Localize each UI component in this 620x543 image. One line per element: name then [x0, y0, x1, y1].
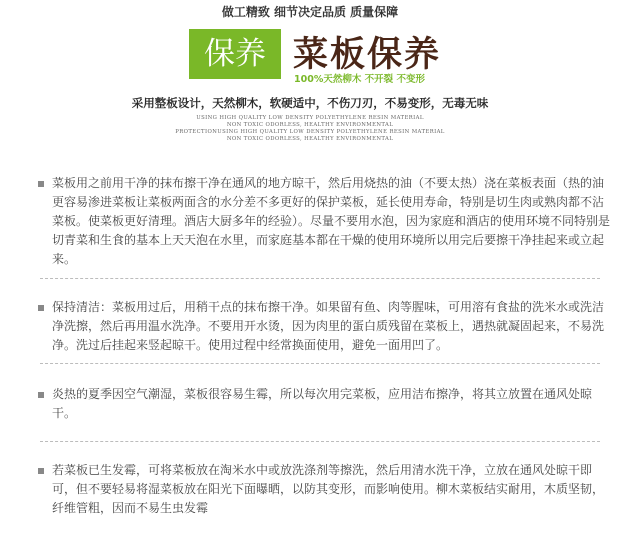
care-paragraph: 若菜板已生发霉，可将菜板放在淘米水中或放洗涤剂等擦洗，然后用清水洗干净，立放在通风处晾干即可，但不要轻易将湿菜板放在阳光下面曝晒，以防其变形，而影响使用。柳木菜板结实耐用，木质坚韧，纤维管粗，因而不易生虫发霉 [52, 463, 605, 515]
fine-print-line: USING HIGH QUALITY LOW DENSITY POLYETHYLENE RESIN MATERIAL [196, 115, 424, 121]
divider [40, 363, 600, 364]
care-badge: 保养 [189, 29, 281, 79]
divider [40, 441, 600, 442]
fine-print-line: PROTECTIONUSING HIGH QUALITY LOW DENSITY POLYETHYLENE RESIN MATERIAL [175, 129, 445, 135]
divider [40, 278, 600, 279]
bullet-square-icon [38, 392, 44, 398]
header-banner [0, 0, 620, 150]
fine-print-line: NON TOXIC ODORLESS, HEALTHY ENVIRONMENTAL [226, 122, 394, 128]
fine-print-line: NON TOXIC ODORLESS, HEALTHY ENVIRONMENTAL [226, 136, 394, 142]
care-paragraph: 保持清洁：菜板用过后，用稍干点的抹布擦干净。如果留有鱼、肉等腥味，可用溶有食盐的洗米水或洗洁净洗擦，然后再用温水洗净。不要用开水烫，因为肉里的蛋白质残留在菜板上，遇热就凝固起来，不易洗净。洗过后挂起来竖起晾干。使用过程中经常换面使用，避免一面用凹了。 [52, 300, 605, 352]
tagline: 做工精致 细节决定品质 质量保障 [221, 5, 399, 19]
feature-line: 采用整板设计，天然柳木，软硬适中，不伤刀刃，不易变形，无毒无味 [131, 96, 489, 110]
bullet-square-icon [38, 468, 44, 474]
subtitle: 100%天然柳木 不开裂 不变形 [294, 74, 425, 85]
page-title: 菜板保养 [293, 34, 442, 75]
care-paragraph: 菜板用之前用干净的抹布擦干净在通风的地方晾干，然后用烧热的油（不要太热）浇在菜板表面（热的油更容易渗进菜板让菜板两面含的水分差不多更好的保护菜板，延长使用寿命，特别是切生肉或熟肉都不沾菜板。使菜板更好清理。酒店大厨多年的经验）。尽量不要用水泡，因为家庭和酒店的使用环境不同特别是切青菜和生食的基本上天天泡在水里，而家庭基本都在干燥的使用环境所以用完后要擦干净挂起来或立起来。 [52, 176, 611, 266]
care-paragraph: 炎热的夏季因空气潮湿，菜板很容易生霉，所以每次用完菜板，应用洁布擦净，将其立放置在通风处晾干。 [52, 387, 593, 420]
bullet-square-icon [38, 305, 44, 311]
bullet-square-icon [38, 181, 44, 187]
